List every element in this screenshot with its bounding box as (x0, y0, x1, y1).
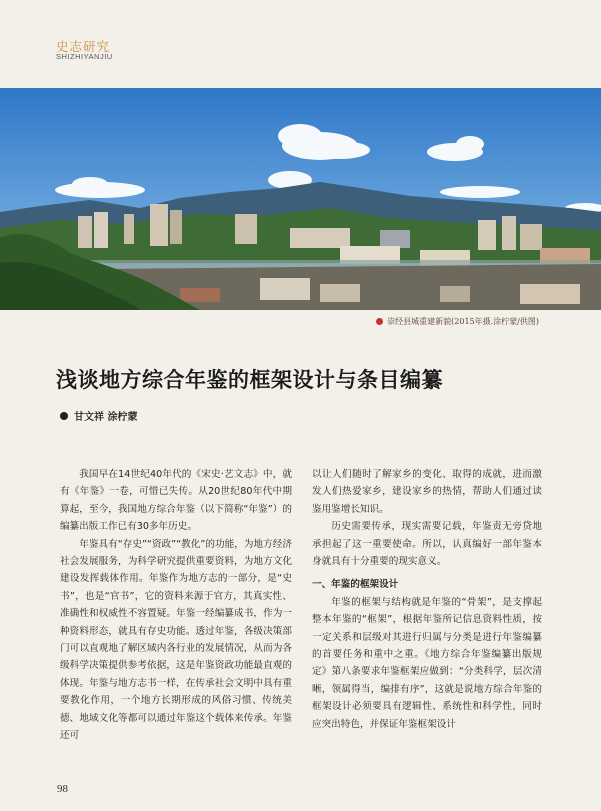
paragraph: 年鉴的框架与结构就是年鉴的“骨架”，是支撑起整本年鉴的“框架”，根据年鉴所记信息资料性质，按一定关系和层级对其进行归属与分类是进行年鉴编纂的首要任务和重中之重。《地方综合年鉴编纂出版规定》第八条要求年鉴框架应做到：“分类科学，层次清晰，领属得当，编排有序”，这就是说地方综合年鉴的框架设计必须要具有逻辑性、系统性和科学性，同时应突出特色，并保证年鉴框架设计 (312, 596, 542, 730)
page-number: 98 (57, 783, 68, 795)
author-bullet-icon (60, 412, 68, 420)
paragraph: 历史需要传承，现实需要记载，年鉴责无旁贷地承担起了这一重要使命。所以，认真编好一部年鉴本身就具有十分重要的现实意义。 (312, 521, 542, 568)
paragraph: 我国早在14世纪40年代的《宋史·艺文志》中，就有《年鉴》一卷，可惜已失传。从20世纪80年代中期算起，至今，我国地方综合年鉴（以下简称“年鉴”）的编纂出版工作已有30多年历史。 (60, 469, 292, 533)
section-title-pinyin: SHIZHIYANJIU (56, 52, 113, 61)
authors-text: 甘文祥 涂柠蒙 (74, 412, 138, 423)
paragraph-continued: 以让人们随时了解家乡的变化、取得的成就，进而激发人们热爱家乡，建设家乡的热情，帮助人们通过读鉴用鉴增长知识。 (312, 469, 542, 515)
photo-caption (376, 316, 539, 327)
right-column (312, 466, 542, 733)
paragraph: 年鉴具有“存史”“资政”“教化”的功能，为地方经济社会发展服务，为科学研究提供重要资料，为地方文化建设发挥载体作用。年鉴作为地方志的一部分，是“史书”，也是“官书”，它的资料来源于官方，其真实性、准确性和权威性不容置疑。年鉴一经编纂成书，作为一种资料形态，就具有存史功能。透过年鉴，各级决策部门可以直观地了解区域内各行业的发展情况，从而为各级科学决策提供参考依据，这是年鉴资政功能最直观的体现。年鉴与地方志书一样，在传承社会文明中具有重要教化作用，一个地方长期形成的风俗习惯、传统美德、地域文化等都可以通过年鉴这个载体来传承。年鉴还可 (60, 538, 292, 742)
article-title: 浅谈地方综合年鉴的框架设计与条目编纂 (56, 368, 443, 392)
article-authors (60, 408, 137, 423)
section-heading: 一、年鉴的框架设计 (312, 579, 399, 591)
cover-photo (0, 88, 601, 310)
photo-caption-text: 崇经县城重建新貌(2015年摄.涂柠蒙/供图) (387, 317, 539, 326)
section-title: 史志研究 (56, 39, 111, 54)
caption-bullet-icon (376, 318, 383, 325)
left-column (60, 466, 292, 745)
